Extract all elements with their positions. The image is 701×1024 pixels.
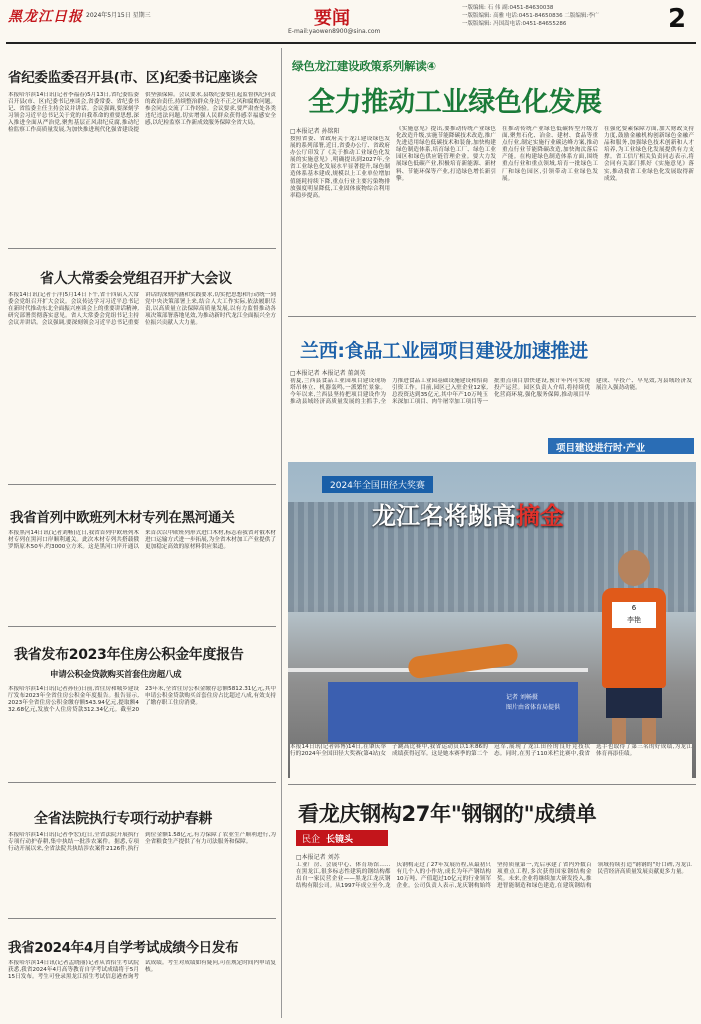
photo-credit: 记者 刘畅摄: [506, 694, 538, 701]
newspaper-logo: 黑龙江日报: [8, 9, 83, 25]
photo-title-prefix: 龙江名将跳高: [372, 502, 516, 530]
divider: [8, 918, 276, 919]
photo-caption: 本报14日讯(记者韩博)14日,在肇庆举行的2024年全国田径大奖赛(第4站)女子跳高比赛中,我省运动员以1米86的成绩获得冠军。这是她本赛季的第二个冠军,展现了龙江田径的良好竞技状态。同时,在男子110米栏比赛中,我省选手也取得了第三名的好成绩,为龙江体育再添佳绩。: [290, 744, 692, 780]
headline-self-exam: 我省2024年4月自学考试成绩今日发布: [8, 940, 239, 956]
issue-date: 2024年5月15日 星期三: [86, 12, 151, 19]
article-court-spring: 本报哈尔滨14日讯(记者李宏)近日,全省法院开展执行专项行动护春耕,集中执结一批涉农案件。据悉,专项行动开展以来,全省法院共执结涉农案件2126件,执行到位金额1.58亿元,有力保障了农业生产顺利进行,为全省粮食生产提供了有力司法服务和保障。: [8, 832, 276, 853]
photo-credit-2: 图片由省体育局提供: [506, 704, 561, 711]
lanxi-text: 初夏,兰西县食品工业园项目建设现场塔吊林立、机器轰鸣,一派繁忙景象。今年以来,兰西县坚持把项目建设作为推动县域经济高质量发展的主抓手,全力推进食品工业园基础设施建设和招商引资工作。目前,园区已入驻企业12家,总投资达到35亿元,其中年产10万吨玉米深加工项目、肉牛屠宰加工项目等一批重点项目加快建设,预计年内可实现投产运营。园区负责人介绍,将持续优化营商环境,强化服务保障,推动项目早建成、早投产、早见效,为县域经济发展注入强劲动能。: [290, 378, 692, 406]
photo-title: [372, 496, 564, 531]
editor-line: 一版编辑: 石 伟 副:0451-84630038: [462, 5, 554, 11]
longqing-text: 工业厂房、会展中心、体育场馆……在黑龙江,很多标志性建筑的钢结构都出自一家民营企业——黑龙江龙庆钢结构有限公司。从1997年成立至今,龙庆钢构走过了27年发展历程,从最初只有几个人的小作坊,成长为年产钢结构10万吨、产值超过10亿元的行业领军企业。公司负责人表示,龙庆钢构始终坚持质量第一,先后承建了省内外数百项重点工程,多次获得国家钢结构金奖。未来,企业将继续加大研发投入,推进智能制造和绿色建造,在建筑钢结构领域持续打造"钢钢的"好口碑,为龙江民营经济高质量发展贡献更多力量。: [296, 862, 692, 890]
bib-name: 李艳: [627, 616, 641, 624]
feature-text-2: 《实施意见》提出,要推动传统产业绿色化改造升级,实施节能降碳技术改造,推广先进适用绿色低碳技术和装备,加快构建绿色制造体系,培育绿色工厂、绿色工业园区和绿色供应链管理企业。要大力发展绿色低碳产业,积极培育新能源、新材料、节能环保等产业,打造绿色增长新引擎。: [396, 126, 496, 182]
article-self-exam: 本报哈尔滨14日讯(记者孟晓丽)记者从省招生考试院获悉,我省2024年4月高等教育自学考试成绩将于5月15日发布。考生可登录黑龙江招生考试信息港查询考试成绩。考生对成绩如有疑问,可在规定时间内申请复核。: [8, 960, 276, 981]
feature-byline: □本报记者 孙铭阳: [290, 128, 340, 135]
lanxi-tag: 项目建设进行时·产业: [556, 443, 646, 454]
feature-text-1: 按照省委、省政府关于龙江建设绿色发展的系列部署,近日,省委办公厅、省政府办公厅印发了《关于推动工业绿色化发展的实施意见》,明确提出到2027年,全省工业绿色化发展水平显著提升,绿色制造体系基本建成,规模以上工业单位增加值能耗持续下降,重点行业主要污染物排放强度明显降低,工业固体废物综合利用率稳步提高。: [290, 136, 390, 199]
bib-number: 6: [631, 604, 637, 612]
article-housing-fund: 本报哈尔滨14日讯(记者孙佳)日前,省住房和城乡建设厅发布2023年全省住房公积金年度报告。报告显示,2023年全省住房公积金缴存额543.94亿元,提取额432.68亿元,发放个人住房贷款312.34亿元。截至2023年末,全省住房公积金缴存总额5812.31亿元,其中申请公积金贷款购买首套住房占比超过八成,有效支持了缴存职工住房消费。: [8, 686, 276, 714]
longqing-byline: □本报记者 刘苏: [296, 854, 340, 861]
masthead-rule: [6, 42, 696, 44]
headline-china-europe-train: 我省首列中欧班列木材专列在黑河通关: [10, 510, 235, 526]
divider: [8, 782, 276, 783]
divider: [288, 784, 696, 785]
photo-banner: 2024年全国田径大奖赛: [322, 476, 433, 493]
column-divider: [281, 48, 282, 1018]
article-china-europe-train: 本报黑河14日讯(记者刘畅)近日,我省首列中欧班列木材专列在黑河口岸顺利通关。此次木材专列共搭载俄罗斯原木50车,约3000立方米。这是黑河口岸开通以来首次以中欧班列形式进口木材,标志着我省对俄木材进口运输方式进一步拓展,为全省木材加工产业提供了更加稳定高效的原材料供应渠道。: [8, 530, 276, 551]
tag-text: 民企: [302, 835, 321, 845]
section-email: E-mail:yaowen8900@sina.com: [288, 28, 381, 35]
athlete-jumping: [407, 642, 519, 679]
headline-court-spring: 全省法院执行专项行动护春耕: [34, 811, 213, 827]
masthead: [0, 0, 701, 42]
divider: [8, 626, 276, 627]
page-number: 2: [668, 4, 687, 34]
feature-headline: 全力推动工业绿色化发展: [308, 87, 602, 118]
headline-npc-meeting: 省人大常委会党组召开扩大会议: [40, 271, 232, 287]
lanxi-headline: 兰西:食品工业园项目建设加速推进: [300, 340, 588, 362]
article-discipline-meeting: 本报哈尔滨14日讯(记者李福春)5月13日,省纪委监委召开县(市、区)纪委书记座谈会,省委常委、省纪委书记、省监委主任主持会议并讲话。会议强调,要深刻学习领会习近平总书记关于党的自我革命的重要思想,深入推进全面从严治党,聚焦基层正风肃纪反腐,推动纪检监察工作高质量发展,为加快推进现代化强省建设提供坚强保障。会议要求,县级纪委要扛起监督执纪问责的政治责任,持续整治群众身边不正之风和腐败问题。参会同志交流了工作经验。会议要求,要严肃查处各类违纪违法问题,切实增强人民群众获得感幸福感安全感,以纪检监察工作新成效服务保障全省大局。: [8, 92, 276, 134]
longqing-tag: [296, 830, 388, 846]
section-title: 要闻: [314, 8, 350, 29]
feature-series-title: 绿色龙江建设政策系列解读④: [292, 59, 436, 73]
lanxi-tag-box: [548, 438, 694, 454]
divider: [8, 484, 276, 485]
longqing-headline: 看龙庆钢构27年"钢钢的"成绩单: [298, 802, 597, 826]
design-line: 一版版编辑: 高雅 电话:0451-84650836 二版编辑:李广: [462, 13, 600, 19]
subhead-housing-fund: 申请公积金贷款购买首套住房超八成: [50, 670, 182, 680]
divider: [8, 248, 276, 249]
athlete-portrait: [588, 542, 680, 778]
article-npc-meeting: 本报14日讯(记者于洋)5月14日下午,省十四届人大常委会党组召开扩大会议。会议传达学习习近平总书记在新时代推动东北全面振兴座谈会上的重要讲话精神,研究部署贯彻落实意见。省人大常委会党组书记主持会议并讲话。会议强调,要深刻领会习近平总书记重要讲话的深刻内涵和实践要求,切实把思想和行动统一到党中央决策部署上来,结合人大工作实际,依法履职尽责,以高质量立法保障高质量发展,以有力监督推动各项决策部署落地见效,为推动新时代龙江全面振兴全方位振兴贡献人大力量。: [8, 292, 276, 327]
high-jump-photo: [288, 462, 696, 778]
design-line-2: 一版版编辑: 冯国嵩电话:0451-84655286: [462, 21, 567, 27]
photo-title-highlight: 摘金: [516, 502, 564, 530]
feature-text-4: 在强化要素保障方面,加大财政支持力度,鼓励金融机构创新绿色金融产品和服务,加强绿色技术创新和人才培养,为工业绿色化发展提供有力支撑。省工信厅相关负责同志表示,将会同有关部门抓好《实施意见》落实,推动我省工业绿色化发展取得新成效。: [604, 126, 694, 182]
tag-bold: 长镜头: [326, 835, 354, 845]
divider: [288, 316, 696, 317]
headline-housing-fund: 我省发布2023年住房公积金年度报告: [14, 647, 244, 663]
headline-discipline-meeting: 省纪委监委召开县(市、区)纪委书记座谈会: [8, 70, 258, 86]
feature-text-3: 在推动传统产业绿色低碳转型升级方面,聚焦石化、冶金、建材、食品等重点行业,制定实施行业碳达峰方案,推动重点行业节能降碳改造,加快淘汰落后产能。在构建绿色制造体系方面,围绕重点行业和重点领域,培育一批绿色工厂和绿色园区,引领带动工业绿色发展。: [502, 126, 598, 182]
lanxi-byline: □本报记者 本报记者 董剑英: [290, 370, 366, 377]
